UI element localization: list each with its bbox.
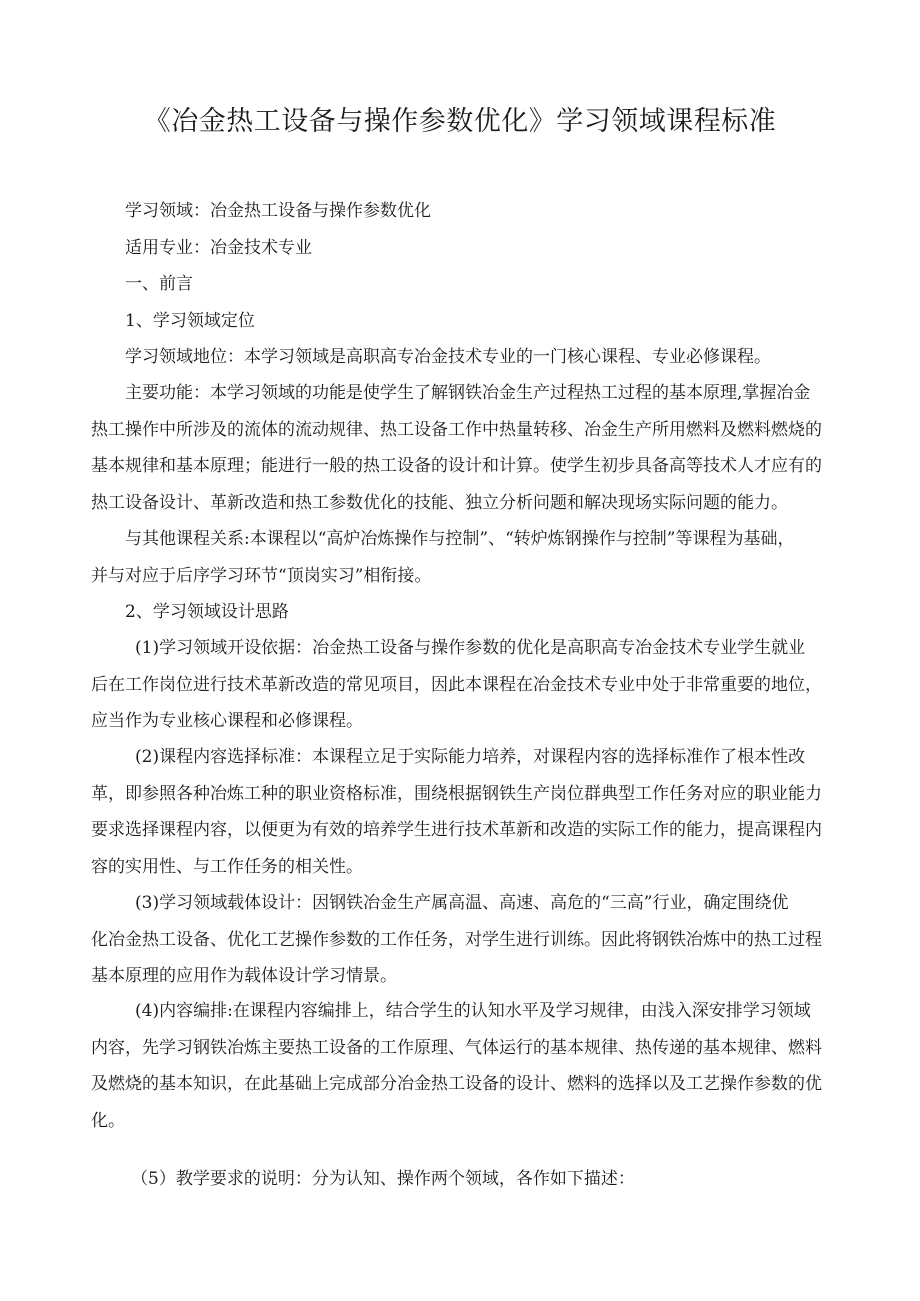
meta-block: [91, 193, 831, 376]
paragraph-line: 并与对应于后序学习环节“顶岗实习”相衔接。: [91, 565, 432, 586]
paragraph-line: (2)课程内容选择标准：本课程立足于实际能力培养，对课程内容的选择标准作了根本性改: [135, 747, 806, 767]
subsection-heading-text: 2、学习领域设计思路: [125, 602, 289, 622]
paragraph-line: 后在工作岗位进行技术革新改造的常见项目，因此本课程在冶金技术专业中处于非常重要的地位，: [91, 674, 822, 695]
document-title: 《冶金热工设备与操作参数优化》学习领域课程标准: [143, 106, 777, 137]
position-paragraph: 学习领域地位：本学习领域是高职高专冶金技术专业的一门核心课程、专业必修课程。: [125, 347, 771, 367]
subsection-heading-positioning: 1、学习领域定位: [125, 310, 255, 331]
paragraph-line: 要求选择课程内容，以便更为有效的培养学生进行技术革新和改造的实际工作的能力，提高课程内: [91, 820, 822, 840]
paragraph-line: 主要功能：本学习领域的功能是使学生了解钢铁冶金生产过程热工过程的基本原理,掌握冶金: [125, 383, 811, 403]
paragraph-line: （5）教学要求的说明：分为认知、操作两个领域，各作如下描述：: [131, 1169, 635, 1189]
paragraph-line: 容的实用性、与工作任务的相关性。: [91, 856, 363, 877]
item-5-paragraph: [91, 1161, 831, 1198]
paragraph-line: 内容，先学习钢铁冶炼主要热工设备的工作原理、气体运行的基本规律、热传递的基本规律、燃料: [91, 1037, 822, 1058]
paragraph-line: 化冶金热工设备、优化工艺操作参数的工作任务，对学生进行训练。因此将钢铁冶炼中的热工过程: [91, 929, 822, 950]
paragraph-line: 热工操作中所涉及的流体的流动规律、热工设备工作中热量转移、冶金生产所用燃料及燃料燃烧的: [91, 419, 822, 440]
major-line: 适用专业：冶金技术专业: [125, 237, 312, 258]
paragraph-line: 热工设备设计、革新改造和热工参数优化的技能、独立分析问题和解决现场实际问题的能力。: [91, 492, 788, 513]
section-heading-preface: 一、前言: [125, 274, 193, 294]
function-paragraph: [91, 375, 831, 521]
field-line: 学习领域：冶金热工设备与操作参数优化: [125, 201, 431, 221]
paragraph-line: 革，即参照各种冶炼工种的职业资格标准，围绕根据钢铁生产岗位群典型工作任务对应的职业能力: [91, 783, 822, 804]
item-3-paragraph: [91, 885, 831, 995]
paragraph-line: (1)学习领域开设依据：冶金热工设备与操作参数的优化是高职高专冶金技术专业学生就业: [135, 638, 806, 658]
paragraph-line: (4)内容编排:在课程内容编排上，结合学生的认知水平及学习规律，由浅入深安排学习领域: [135, 1001, 811, 1021]
subsection-heading-design: [91, 594, 831, 631]
item-4-paragraph: [91, 993, 831, 1139]
paragraph-line: 化。: [91, 1110, 125, 1131]
paragraph-line: (3)学习领域载体设计：因钢铁冶金生产属高温、高速、高危的“三高”行业，确定围绕优: [135, 893, 789, 913]
paragraph-line: 基本规律和基本原理；能进行一般的热工设备的设计和计算。使学生初步具备高等技术人才应有的: [91, 456, 822, 476]
item-1-paragraph: [91, 630, 831, 740]
relation-paragraph: [91, 521, 831, 594]
item-2-paragraph: [91, 739, 831, 885]
paragraph-line: 应当作为专业核心课程和必修课程。: [91, 711, 363, 731]
paragraph-line: 及燃烧的基本知识，在此基础上完成部分冶金热工设备的设计、燃料的选择以及工艺操作参数的优: [91, 1074, 822, 1094]
paragraph-line: 基本原理的应用作为载体设计学习情景。: [91, 966, 397, 986]
paragraph-line: 与其他课程关系:本课程以“高炉冶炼操作与控制”、“转炉炼钢操作与控制”等课程为基础，: [125, 529, 795, 549]
